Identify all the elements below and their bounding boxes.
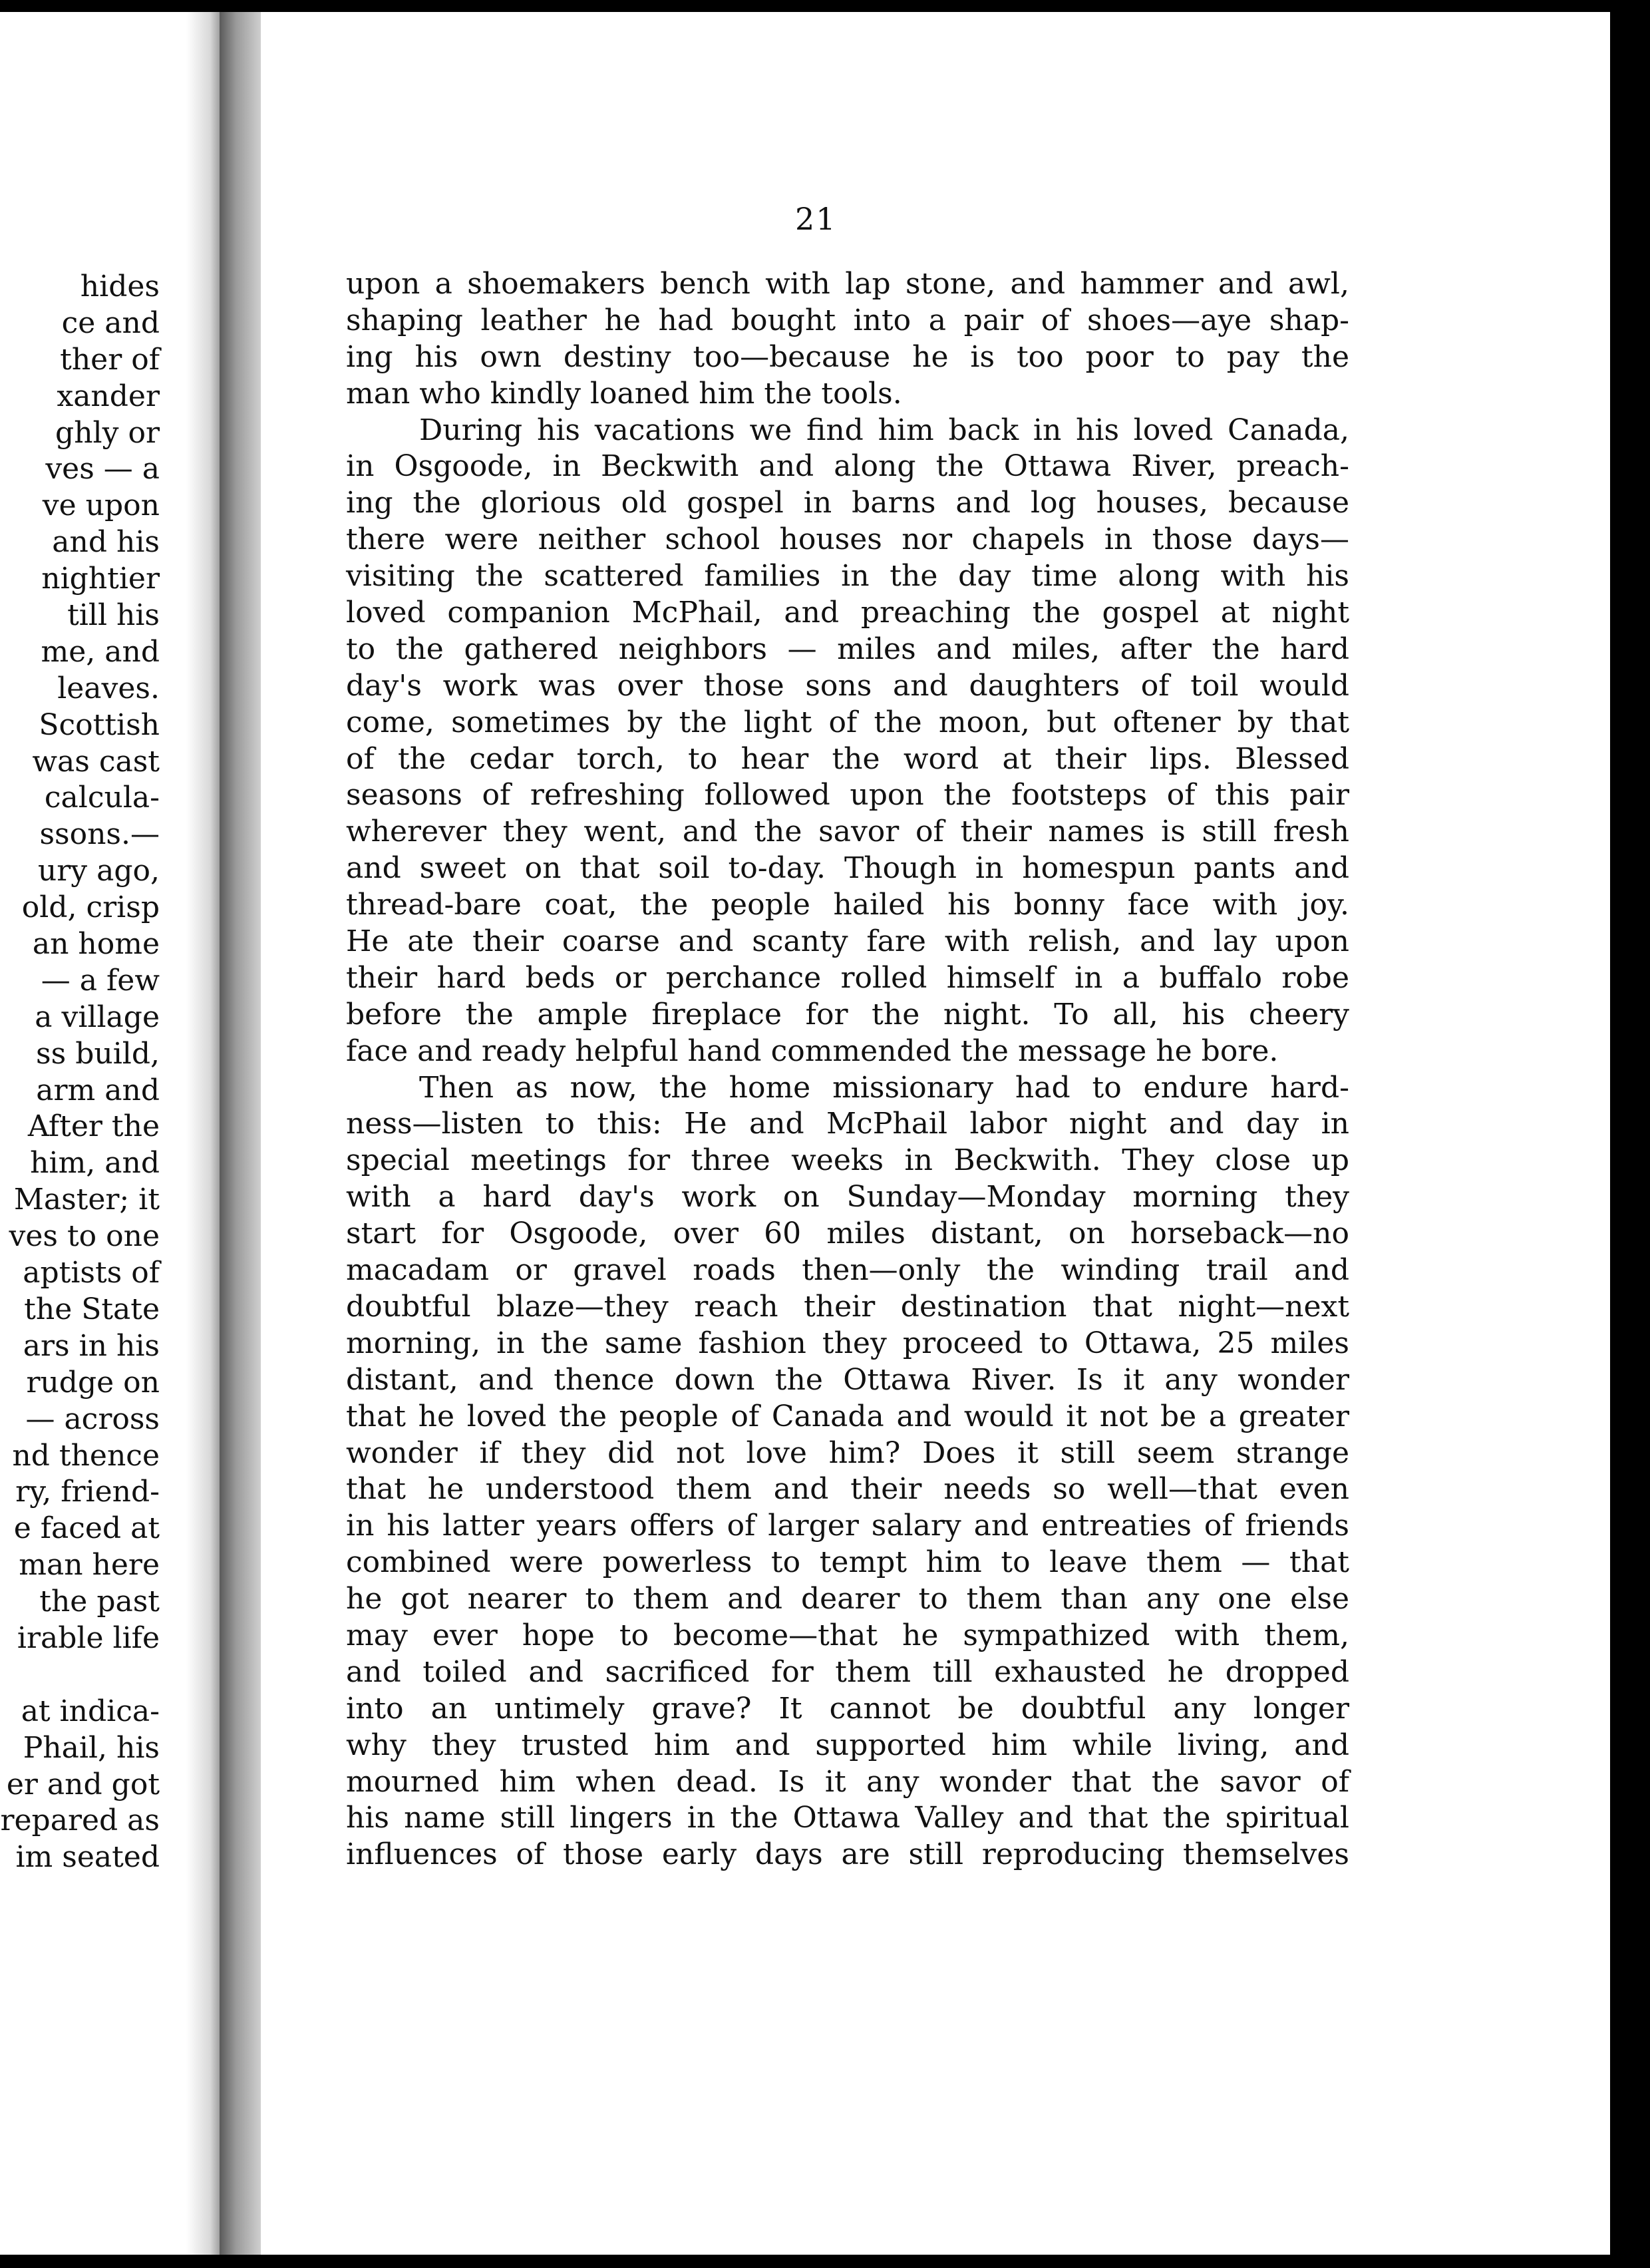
left-line: — across: [25, 1402, 160, 1436]
text-line: to the gathered neighbors — miles and miles, after the hard: [346, 632, 1349, 666]
left-line: him, and: [30, 1146, 160, 1181]
text-line: wherever they went, and the savor of their names is still fresh: [346, 815, 1349, 849]
left-line: ssons.—: [39, 817, 160, 852]
left-line: xander: [57, 379, 160, 413]
text-line: their hard beds or perchance rolled himself in a buffalo robe: [346, 960, 1349, 995]
text-line: seasons of refreshing followed upon the footsteps of this pair: [346, 778, 1349, 813]
text-line: doubtful blaze—they reach their destination that night—next: [346, 1289, 1349, 1324]
text-line: wonder if they did not love him? Does it still seem strange: [346, 1435, 1349, 1470]
text-line: there were neither school houses nor chapels in those days—: [346, 522, 1349, 557]
text-line: he got nearer to them and dearer to them than any one else: [346, 1582, 1349, 1616]
left-line: the past: [39, 1585, 160, 1619]
scan-border-right: [1610, 12, 1650, 2255]
left-line: was cast: [32, 744, 160, 779]
left-line: ther of: [60, 342, 160, 377]
text-line: his name still lingers in the Ottawa Valley and that the spiritual: [346, 1801, 1349, 1835]
text-line: mourned him when dead. Is it any wonder that the savor of: [346, 1764, 1349, 1799]
text-line: He ate their coarse and scanty fare with relish, and lay upon: [346, 924, 1349, 959]
text-line: start for Osgoode, over 60 miles distant, on horseback—no: [346, 1217, 1349, 1251]
text-line: that he loved the people of Canada and would it not be a greater: [346, 1399, 1349, 1433]
text-line: loved companion McPhail, and preaching the gospel at night: [346, 596, 1349, 630]
page-body-text: [346, 266, 1349, 1873]
text-line: During his vacations we find him back in his loved Canada,: [419, 413, 1349, 447]
left-line: rudge on: [26, 1365, 160, 1400]
text-line: man who kindly loaned him the tools.: [346, 376, 902, 411]
text-line: combined were powerless to tempt him to leave them — that: [346, 1545, 1349, 1580]
left-line: ss build,: [36, 1036, 160, 1071]
text-line: thread-bare coat, the people hailed his bonny face with joy.: [346, 888, 1349, 922]
left-line: ghly or: [55, 415, 160, 450]
left-line: nd thence: [12, 1438, 160, 1473]
text-line: shaping leather he had bought into a pair of shoes—aye shap-: [346, 303, 1349, 337]
left-line: irable life: [17, 1620, 160, 1655]
text-line: influences of those early days are still reproducing themselves: [346, 1837, 1349, 1872]
text-line: in Osgoode, in Beckwith and along the Ottawa River, preach-: [346, 449, 1349, 484]
left-line: calcula-: [44, 781, 160, 815]
left-line: an home: [32, 927, 160, 962]
left-line: ce and: [61, 305, 160, 340]
left-line: leaves.: [57, 671, 160, 705]
left-line: at indica-: [21, 1694, 160, 1728]
left-line: old, crisp: [21, 890, 160, 925]
text-line: distant, and thence down the Ottawa River. Is it any wonder: [346, 1362, 1349, 1397]
text-line: in his latter years offers of larger salary and entreaties of friends: [346, 1509, 1349, 1543]
left-line: Scottish: [39, 707, 160, 742]
left-line: a village: [35, 1000, 160, 1034]
left-line: aptists of: [23, 1256, 160, 1290]
text-line: why they trusted him and supported him while living, and: [346, 1728, 1349, 1762]
left-line: ry, friend-: [15, 1475, 160, 1509]
left-line: er and got: [6, 1767, 160, 1801]
left-facing-page: [0, 12, 220, 2255]
left-line: e faced at: [13, 1511, 160, 1546]
text-line: special meetings for three weeks in Beckwith. They close up: [346, 1143, 1349, 1178]
left-line: and his: [52, 525, 160, 560]
left-line: After the: [27, 1109, 160, 1144]
text-line: and sweet on that soil to-day. Though in homespun pants and: [346, 851, 1349, 886]
left-line: hides: [80, 270, 160, 303]
text-line: and toiled and sacrificed for them till exhausted he dropped: [346, 1654, 1349, 1689]
text-line: upon a shoemakers bench with lap stone, and hammer and awl,: [346, 267, 1349, 301]
left-line: ves to one: [9, 1219, 160, 1254]
text-line: that he understood them and their needs so well—that even: [346, 1472, 1349, 1507]
left-page-text-fragments: [0, 269, 160, 1876]
text-line: macadam or gravel roads then—only the winding trail and: [346, 1253, 1349, 1288]
left-line: nightier: [41, 562, 160, 596]
left-line: ves — a: [45, 452, 160, 486]
left-line: arm and: [36, 1073, 160, 1107]
text-line: visiting the scattered families in the day time along with his: [346, 559, 1349, 594]
left-line: repared as: [0, 1803, 160, 1838]
text-line: with a hard day's work on Sunday—Monday morning they: [346, 1180, 1349, 1215]
left-line: the State: [24, 1292, 160, 1326]
text-line: ness—listen to this: He and McPhail labor night and day in: [346, 1107, 1349, 1141]
page-curl-shadow: [186, 12, 220, 2255]
text-line: ing the glorious old gospel in barns and log houses, because: [346, 486, 1349, 520]
left-line: ury ago,: [37, 854, 160, 888]
left-line: Phail, his: [23, 1730, 160, 1765]
text-line: come, sometimes by the light of the moon, but oftener by that: [346, 705, 1349, 739]
left-line: me, and: [41, 634, 160, 669]
text-line: face and ready helpful hand commended the message he bore.: [346, 1034, 1279, 1068]
text-line: of the cedar torch, to hear the word at their lips. Blessed: [346, 741, 1349, 776]
left-line: [0, 1657, 160, 1694]
text-line: day's work was over those sons and daughters of toil would: [346, 668, 1349, 703]
text-line: before the ample fireplace for the night. To all, his cheery: [346, 997, 1349, 1032]
text-line: morning, in the same fashion they proceed to Ottawa, 25 miles: [346, 1326, 1349, 1360]
left-line: ars in his: [23, 1328, 160, 1363]
text-line: may ever hope to become—that he sympathized with them,: [346, 1618, 1349, 1652]
book-gutter: [220, 12, 261, 2255]
left-line: ve upon: [42, 488, 160, 523]
left-line: Master; it: [13, 1183, 160, 1217]
text-line: Then as now, the home missionary had to endure hard-: [419, 1070, 1349, 1105]
left-line: man here: [19, 1548, 160, 1583]
text-line: into an untimely grave? It cannot be doubtful any longer: [346, 1691, 1349, 1726]
left-line: — a few: [41, 963, 160, 998]
left-line: till his: [67, 598, 160, 633]
left-line: im seated: [15, 1840, 160, 1875]
text-line: ing his own destiny too—because he is too poor to pay the: [346, 339, 1349, 374]
page-number: 21: [795, 201, 837, 237]
